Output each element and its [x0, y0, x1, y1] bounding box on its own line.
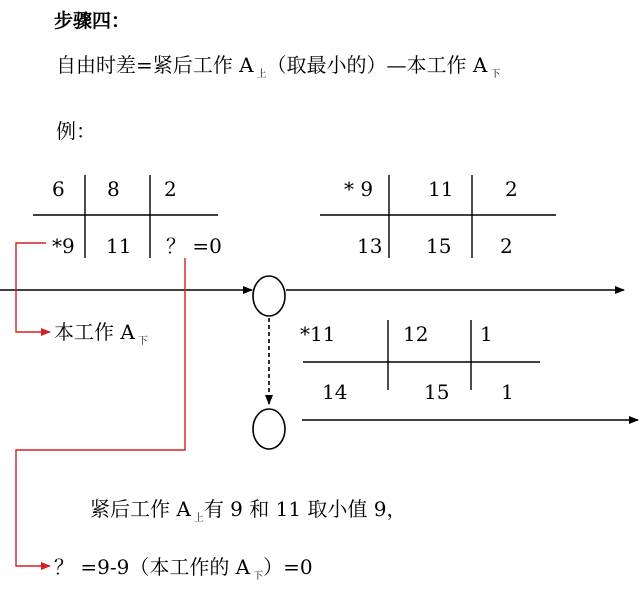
right-bottom-table-top-1: *11 — [300, 322, 336, 346]
right-top-table-bottom-1: 13 — [357, 234, 383, 258]
left-table-grid — [33, 175, 218, 258]
red-pointer-result — [16, 258, 185, 566]
formula-sub-upper: 上 — [256, 69, 267, 80]
left-table-top-2: 8 — [107, 177, 120, 201]
step-heading: 步骤四： — [54, 10, 131, 32]
left-table-top-1: 6 — [52, 177, 65, 201]
result-sub: 下 — [253, 571, 264, 582]
result-part1: ？ =9-9（本工作的 A — [54, 555, 251, 579]
right-bottom-table-top-3: 1 — [480, 322, 493, 346]
right-bottom-table-top-2: 12 — [403, 322, 429, 346]
right-bottom-table-bottom-3: 1 — [501, 380, 514, 404]
this-work-sub: 下 — [137, 336, 148, 347]
right-bottom-table-bottom-2: 15 — [424, 380, 450, 404]
result-part2: ）=0 — [263, 555, 313, 579]
right-top-table-grid — [320, 175, 556, 258]
right-top-table-top-3: 2 — [505, 177, 518, 201]
red-pointer-this-work — [16, 243, 50, 332]
left-table-bottom-2: 11 — [106, 234, 132, 258]
node-lower — [253, 409, 285, 449]
formula-middle: （取最小的）—本工作 A — [266, 53, 488, 77]
note-sub: 上 — [193, 513, 204, 524]
note-part1: 紧后工作 A — [90, 497, 191, 521]
left-table-bottom-3: ？ =0 — [166, 234, 222, 258]
note-part2: 有 9 和 11 取小值 9， — [203, 497, 407, 521]
formula-main: 自由时差=紧后工作 A — [56, 53, 254, 77]
right-bottom-table-grid — [303, 320, 540, 390]
right-top-table-bottom-3: 2 — [500, 234, 513, 258]
right-top-table-bottom-2: 15 — [426, 234, 452, 258]
left-table-top-3: 2 — [164, 177, 177, 201]
example-label: 例： — [56, 119, 96, 143]
this-work-label: 本工作 A — [54, 320, 135, 344]
right-top-table-top-2: 11 — [428, 177, 454, 201]
right-bottom-table-bottom-1: 14 — [322, 380, 348, 404]
node-upper — [253, 276, 285, 316]
left-table-bottom-1: *9 — [52, 234, 75, 258]
formula-sub-lower: 下 — [490, 69, 501, 80]
right-top-table-top-1: * 9 — [344, 177, 374, 201]
